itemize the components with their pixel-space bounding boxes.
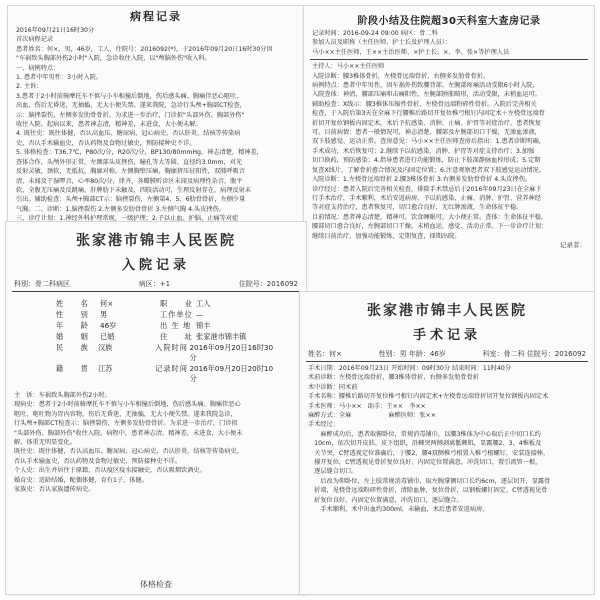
text-line: 手术名称：腰椎后路切开复位椎弓根钉内固定术+左桡骨远端骨折切开复位钢板内固定术: [308, 393, 549, 401]
text-line: 入院查体：神清，腰部压痛叩击痛阳性，左腕部肿胀畸形，活动受限，末梢血运可。: [312, 91, 541, 99]
admission-record-footer: 体格检查: [140, 580, 172, 589]
field-label: 记录时间: [155, 364, 188, 373]
text-line: 手术成功，术后恢复可；2.继续予以抗感染、消肿、护胃等对症支持治疗；3.加强: [312, 147, 535, 155]
stage-summary-sheet: [304, 6, 594, 296]
progress-note-date: 2016年09月21日16时30分: [16, 27, 95, 34]
patient-info-row: [56, 343, 276, 363]
field-value: 2016年09月20日20时10分: [189, 364, 274, 383]
hospital-name: 张家港市锦丰人民医院: [367, 303, 527, 319]
field-label: 入院时间: [155, 343, 188, 352]
progress-note-title: 病程记录: [130, 10, 182, 23]
text-line: 患者姓名：何×，男，46岁，工人，住院号：2016092(*)，于2016年09月20日16时30分因: [16, 45, 273, 53]
text-line: 4. 既往史：既往体健，否认高血压、糖尿病、冠心病史，否认肝炎、结核等传染病: [16, 130, 241, 138]
text-line: 行手术治疗，手术顺利，术后安返病房，予以抗感染、止痛、消肿、护胃、营养神经: [312, 194, 541, 202]
patient-info-row: [56, 310, 276, 320]
field-value: 男: [100, 310, 108, 319]
text-line: 检查，于入院后第3天在全麻下行腰椎后路切开复位椎弓根钉内固定术＋左桡骨远端骨: [312, 110, 545, 118]
field-value: 锦丰: [196, 321, 211, 330]
admission-number: 住院号：2016092: [238, 280, 298, 288]
patient-info-row: [56, 332, 276, 342]
field-value: 张家港市锦丰镇: [196, 332, 247, 341]
patient-sex-age: 性别：男 年龄：46岁: [378, 350, 446, 358]
text-line: 手术经过：: [308, 421, 339, 429]
stage-summary-title: 阶段小结及住院超30天科室大查房记录: [357, 16, 541, 27]
text-line: 术中诊断：同术前: [308, 383, 358, 391]
field-label: 性 别: [56, 310, 89, 319]
operation-meta: [300, 349, 594, 359]
text-line: 清，未闻及干湿啰音，心率80次/分，律齐，各瓣膜听诊区未闻及病理性杂音，腹平: [16, 177, 243, 185]
text-line: 复查X线片，了解骨折愈合情况及内固定位置；6.注意观察患者双下肢感觉运动情况。: [312, 166, 545, 174]
text-line: 双下肢感觉、运动正常。查房意见：马小××主任医师查房后指出：1.患者诊断明确，: [312, 138, 545, 146]
text-line: 主持人：马小××主任医师: [312, 63, 385, 71]
operation-record-title: 手术记录: [412, 328, 481, 343]
text-line: 呕吐，呕吐物为胃内容物，伤后无昏迷，无抽搐，无大小便失禁。遂来我院急诊，: [14, 410, 237, 418]
text-line: 腰部切口愈合良好，左腕部切口干燥，末梢血运、感觉、活动正常。下一步诊疗计划：: [312, 223, 548, 231]
field-value: 2016年09月20日16时30分: [189, 343, 274, 362]
text-line: 示：脑挫裂伤，左侧多发肋骨骨折。为求进一步治疗，门诊拟"头部外伤、胸部外伤": [16, 111, 245, 119]
text-line: 病例特点：患者中年男性，因车祸外伤致腰背部、左腕部疼痛活动受限6小时入院，: [312, 82, 539, 90]
field-value: 工人: [196, 299, 211, 308]
text-line: 撑开复位，C臂透视见骨折复位良好，内固定位置满意，冲洗切口，置引流管一根，: [308, 459, 542, 467]
field-value: —: [196, 310, 204, 319]
field-value: 汉族: [97, 343, 113, 352]
ward-label: 病区：+1: [138, 280, 171, 288]
text-line: 麻醉方式：全麻 麻醉医师：张××: [308, 412, 436, 420]
divider: [310, 59, 588, 60]
text-line: 家族史：否认家族遗传病史。: [14, 486, 95, 494]
text-line: 切口换药，预防感染；4.指导患者进行功能锻炼，防止下肢深静脉血栓形成；5.定期: [312, 157, 541, 165]
field-label: 出 生 地: [160, 321, 192, 330]
stage-summary-body: [304, 62, 594, 241]
text-line: 手术日期：2016年09月23日 开始时间：09时30分 结束时间：11时40分: [308, 365, 512, 372]
text-line: 主 诉：车祸致头胸部外伤2小时。: [14, 392, 111, 399]
divider: [12, 291, 300, 292]
dept-label: 科别：骨二科病区: [14, 280, 70, 288]
text-line: 术前诊断：左桡骨远端骨折，腰3椎体骨折，右侧多发肋骨骨折: [308, 374, 479, 382]
stage-summary-date: 记录时间：2016-09-24 09:00 病区：骨二科: [312, 30, 438, 37]
progress-note-sheet: [8, 6, 304, 228]
field-value: 江苏: [97, 364, 113, 373]
field-value: 46岁: [100, 321, 117, 330]
text-line: 史，否认手术输血史，否认药物及食物过敏史，预防接种史不详。: [16, 139, 196, 147]
text-line: 现病史：患者于2小时前骑摩托车不慎与小车相撞后倒地，伤后感头痛、胸痛伴恶心: [14, 401, 241, 409]
text-line: 婚育史：适龄结婚，配偶体健，育有1子，体健。: [14, 476, 148, 484]
operation-record-sheet: [300, 292, 594, 594]
text-line: 1. 患者中年男性：3小时入院。: [16, 74, 103, 82]
patient-info-row: [56, 364, 276, 384]
text-line: 一、病例特点：: [16, 64, 60, 72]
text-line: 收住入院。起病以来，患者神志清，精神差，未进食，大小便未解。: [16, 121, 202, 129]
text-line: 否认手术输血史，否认药物及食物过敏史，预防接种史不详。: [14, 457, 182, 465]
patient-info-block: [6, 294, 306, 387]
text-line: 出血，伤后无昏迷，无抽搐，无大小便失禁。遂来我院，急诊行头颅+胸部CT检查，: [16, 102, 246, 110]
stage-summary-attendees: 马小××主任医师，王××主治医师、×护士长、×、李、张×等护理人员: [312, 48, 510, 56]
text-line: 5. 体格检查：T36.7℃，P80次/分，R20次/分，BP130/80mmHg，神志清楚，精神差，: [16, 149, 263, 157]
text-line: 解，体重无明显变化。: [14, 439, 76, 447]
text-line: 诊疗经过：患者入院后完善相关检查，排除手术禁忌后于2016年09月23日在全麻下: [312, 185, 542, 193]
field-label: 工作单位: [160, 310, 193, 319]
admission-record-title: 入院记录: [121, 258, 190, 273]
stage-summary-signature: 记录者：: [560, 240, 586, 249]
text-line: 继续目前治疗，加强功能锻炼，定期复查，择期出院。: [312, 232, 461, 240]
dept-admission: 科室：骨二科 住院号：2016092: [482, 350, 586, 358]
text-line: 辅助检查：X线示：腰3椎体压缩性骨折，左桡骨远端粉碎性骨折。入院后完善相关: [312, 100, 537, 108]
text-line: 关节突，C臂透视定位准确后，于腰2、腰4双侧椎弓根置入椎弓根螺钉，安装连接棒，: [308, 449, 550, 457]
patient-info-row: [56, 321, 276, 331]
text-line: 后改为仰卧位，左上肢常规消毒铺巾，取左腕掌侧切口长约6cm，逐层切开，显露骨: [308, 477, 551, 485]
text-line: 个人史：出生并居住于原籍，否认疫区疫水接触史，否认吸烟饮酒史。: [14, 467, 206, 475]
field-label: 职 业: [160, 299, 193, 308]
field-label: 籍 贯: [56, 364, 89, 373]
text-line: 折切开复位钢板内固定术，术后予抗感染、消肿、止痛、护胃等对症治疗，患者恢复: [312, 119, 541, 127]
text-line: 既往史：既往体健，否认高血压、糖尿病、冠心病史，否认肝炎、结核等传染病史，: [14, 448, 243, 456]
field-label: 民 族: [56, 343, 89, 352]
text-line: 首次病程记录: [16, 36, 54, 44]
text-line: 三、诊疗计划：1.神经外科护理常规，一级护理；2.予以止血、护脑、止痛等对症: [16, 215, 239, 223]
field-value: 何×: [100, 299, 114, 308]
hospital-name: 张家港市锦丰人民医院: [76, 233, 236, 249]
text-line: 气胸。二、诊断：1.脑挫裂伤 2.左侧多发肋骨骨折 3.左侧气胸 4.头皮挫伤。: [16, 205, 225, 213]
text-line: 目前情况：患者神志清楚，精神可，饮食睡眠可，大小便正常。查体：生命体征平稳，: [312, 213, 548, 221]
field-label: 姓 名: [56, 299, 89, 308]
text-line: 逐层缝合切口。: [308, 468, 358, 476]
text-line: 10cm，依次切开皮肤、皮下组织，沿棘突两侧剥离骶棘肌，显露腰2、3、4椎板及: [308, 440, 542, 448]
text-line: 折端，见桡骨远端粉碎性骨折，清除血肿，复位骨折，以钢板螺钉固定，C臂透视见骨: [308, 487, 548, 495]
text-line: 等对症支持治疗，患者恢复可，切口愈合良好，无红肿渗液，生命体征平稳。: [312, 204, 523, 212]
text-line: 入院诊断：腰3椎体骨折，左桡骨远端骨折，右侧多发肋骨骨折。: [312, 72, 490, 80]
text-line: 手术医师：马小×× 助手：王×× 李××: [308, 402, 426, 410]
text-line: 麻醉成功后，患者取俯卧位，常规消毒铺巾，以腰3椎体为中心取后正中切口长约: [308, 430, 541, 438]
field-value: 已婚: [100, 332, 115, 341]
text-line: 查体合作，头颅外形正常，左颞部头皮挫伤，瞳孔等大等圆，直径约3.0mm，对光: [16, 158, 243, 166]
text-line: 手术顺利，术中出血约300ml，未输血，术后患者安返病房。: [308, 506, 489, 514]
field-label: 住 址: [160, 332, 193, 341]
text-line: 折复位良好，内固定位置满意，冲洗切口，逐层缝合。: [308, 496, 463, 504]
text-line: 引出。辅助检查：头颅+胸部CT示：脑挫裂伤，左侧第4、5、6肋骨骨折，左侧少量: [16, 196, 246, 204]
text-line: 反射灵敏，颈软，无抵抗，胸廓对称，左侧胸壁压痛，胸廓挤压征阳性，双肺呼吸音: [16, 168, 245, 176]
text-line: 可。目前病情：患者一般情况可，神志清楚，腰部及左腕部切口干燥，无渗血渗液，: [312, 129, 541, 137]
operation-record-body: [300, 364, 594, 515]
text-line: 2. 主诉：: [16, 83, 43, 91]
text-line: "头部外伤、胸部外伤"收住入院。病程中，患者神志清，精神差，未进食，大小便未: [14, 429, 243, 437]
text-line: "车祸致头胸部外伤2小时"入院，急诊收住入院，以"颅脑外伤"收入科。: [16, 55, 211, 63]
divider: [306, 361, 588, 362]
stage-summary-attendees-label: 参加人员及职称（主任医师、护士长及护理人员）：: [312, 39, 452, 47]
patient-info-row: [56, 299, 276, 309]
admission-record-sheet: [6, 222, 306, 594]
field-label: 年 龄: [56, 321, 89, 330]
progress-note-body: [8, 35, 304, 233]
field-label: 婚 姻: [56, 332, 89, 341]
admission-meta: [6, 279, 306, 289]
text-line: 软，全腹无压痛及反跳痛，肝脾肋下未触及，四肢活动可，生理反射存在，病理反射未: [16, 186, 252, 194]
text-line: 行头颅+胸部CT检查示：脑挫裂伤，左侧多发肋骨骨折。为求进一步治疗，门诊拟: [14, 420, 238, 428]
text-line: 3.患者于2小时前骑摩托车不慎与小车相撞后倒地，伤后感头痛、胸痛伴恶心呕吐，: [16, 92, 243, 100]
patient-name: 姓名：何×: [308, 350, 342, 358]
text-line: 入院诊断：1.左桡骨远端骨折 2.腰3椎体骨折 3.右侧多发肋骨骨折 4.头皮挫伤。: [312, 176, 532, 184]
admission-record-body: [6, 391, 306, 494]
